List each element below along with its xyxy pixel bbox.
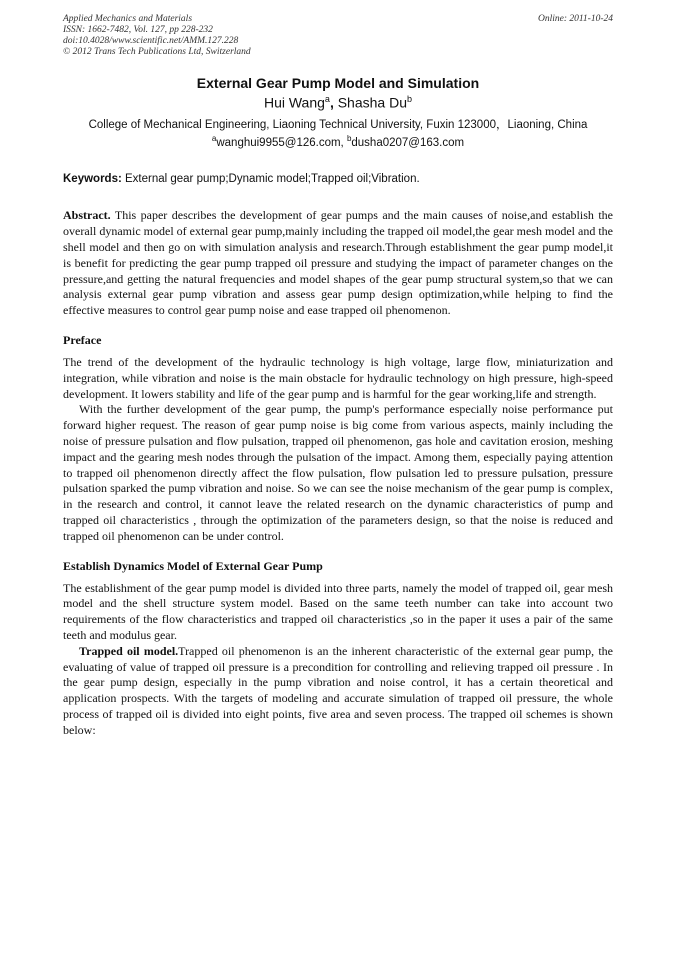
journal-name: Applied Mechanics and Materials [63, 14, 193, 24]
online-date: Online: 2011-10-24 [537, 14, 613, 24]
trapped-oil-label: Trapped oil model. [79, 643, 179, 658]
author-2: Shasha Du [337, 94, 407, 111]
paper-page [63, 14, 613, 739]
affiliation: College of Mechanical Engineering, Liaoning Technical University, Fuxin 123000，Liaoning, China [88, 118, 588, 131]
authors [63, 94, 613, 111]
email-a-sup: a [211, 133, 217, 143]
doi-line: doi:10.4028/www.scientific.net/AMM.127.228 [63, 36, 239, 46]
email-b-sup: b [346, 133, 352, 143]
keywords-label: Keywords: [63, 173, 122, 186]
author-1: Hui Wang [263, 94, 325, 111]
journal-header [63, 14, 613, 58]
preface-paragraph-2: With the further development of the gear pump, the pump's performance especially noise performance put forward higher request. The reason of gear pump noise is big come from various aspects, mainly including the noise of pressure pulsation and flow pulsation, trapped oil phenomenon, gas hole and cavitation erosion, meshing impact and the gearing mesh nodes through the pulsation of the impact. Among them, especially paying attention to trapped oil phenomenon directly affect the flow pulsation, flow pulsation led to pressure pulsation, pressure pulsation sparked the pump vibration and noise. So we can see the noise mechanism of the gear pump is complex, in the research and control, it cannot leave the related research on the dynamic characteristics of pump and trapped oil characteristics , through the optimization of the parameters design, so that the noise is reduced and trapped oil phenomenon can be under control. [63, 402, 613, 543]
preface-paragraph-1: The trend of the development of the hydraulic technology is high voltage, large flow, miniaturization and integration, while vibration and noise is the main obstacle for hydraulic technology on high pressure, high-speed development. It lowers stability and life of the gear pump and is harmful for the gear working,life and strength. [63, 355, 613, 401]
section-dynamics-heading: Establish Dynamics Model of External Gear Pump [63, 558, 323, 573]
author-1-sup: a [324, 94, 330, 104]
copyright-line: © 2012 Trans Tech Publications Ltd, Switzerland [63, 47, 251, 57]
author-2-sup: b [407, 94, 413, 104]
keywords-text: External gear pump;Dynamic model;Trapped oil;Vibration. [121, 173, 420, 186]
trapped-oil-paragraph [63, 644, 613, 739]
issn-line: ISSN: 1662-7482, Vol. 127, pp 228-232 [63, 25, 213, 35]
trapped-oil-text: Trapped oil phenomenon is an the inherent characteristic of the external gear pump, the evaluating of value of trapped oil pressure is a precondition for controlling and relieving trapped oil pressure . In the gear pump design, especially in the pump vibration and noise control, it has a certain theoretical and application prospects. With the targets of modeling and accurate simulation of trapped oil pressure, the whole process of trapped oil is divided into eight points, five area and seven process. The trapped oil schemes is shown below: [63, 643, 613, 737]
preface-heading: Preface [63, 333, 102, 348]
author-separator: , [329, 94, 334, 111]
abstract-text: This paper describes the development of gear pumps and the main causes of noise,and establish the overall dynamic model of external gear pump,mainly including the trapped oil model,the gear mesh model and the shell model and then go on with simulation analysis and research.Through establishment the gear pump model,it is benefit for predicting the gear pump trapped oil pressure and studying the impact of parameter changes on the pressure,and getting the natural frequencies and model shapes of the gear pump structural system,so that we can analysis external gear pump vibration and assess gear pump design optimization,while helping to find the effective measures to control gear pump noise and ease trapped oil phenomenon. [63, 208, 613, 318]
abstract-label: Abstract. [63, 208, 111, 223]
author-emails [63, 134, 613, 149]
section-dynamics-paragraph-1: The establishment of the gear pump model is divided into three parts, namely the model of trapped oil, gear mesh model and the shell structure system model. Based on the same teeth number can take into account two requirements of the flow characteristics and trapped oil characteristics ,so in the paper it uses a pair of the same teeth and modulus gear. [63, 580, 613, 643]
email-b: dusha0207@163.com [351, 136, 465, 149]
email-a: wanghui9955@126.com, [216, 136, 347, 149]
paper-title: External Gear Pump Model and Simulation [196, 75, 480, 91]
abstract [63, 208, 613, 319]
keywords [63, 173, 613, 185]
